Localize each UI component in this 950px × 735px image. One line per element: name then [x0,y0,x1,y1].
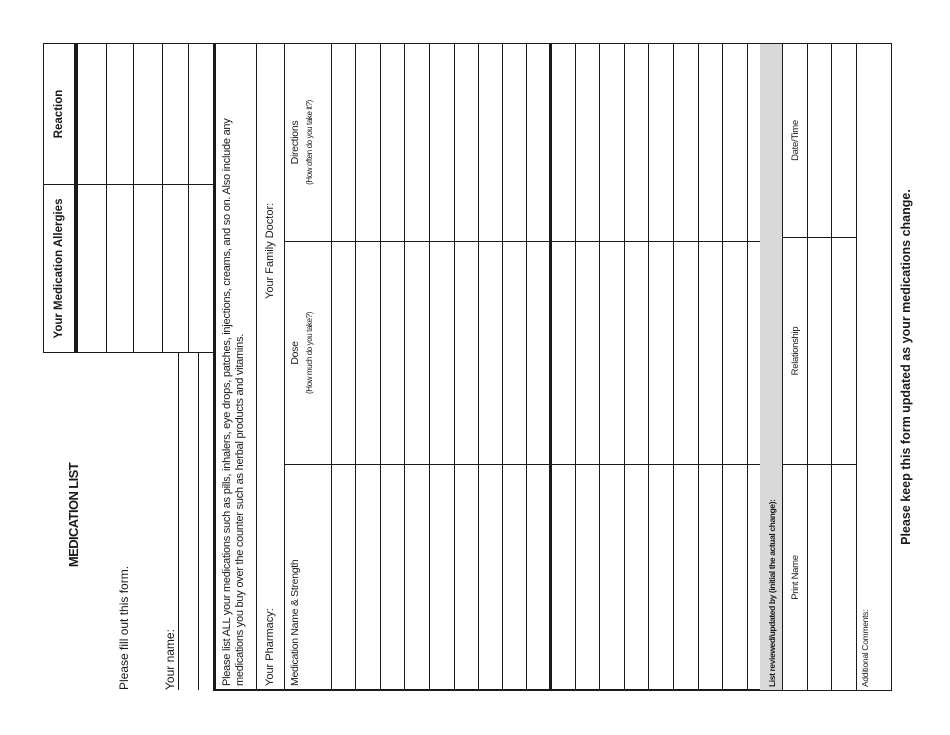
medication-row [430,44,455,689]
directions-cell[interactable] [699,44,722,241]
print-name-cell[interactable] [832,464,856,690]
family-doctor-label: Your Family Doctor: [264,202,276,299]
directions-cell[interactable] [430,44,454,241]
medications-instructions [216,44,257,689]
pharmacy-label: Your Pharmacy: [264,608,276,686]
medication-row [381,44,405,689]
medication-row [479,44,503,689]
medications-header-row [285,44,332,689]
directions-cell[interactable] [405,44,429,241]
directions-header: Directions (How often do you take it?) [289,100,314,185]
date-time-header: Date/Time [790,120,801,161]
dose-cell[interactable] [699,241,722,464]
directions-cell[interactable] [479,44,502,241]
review-table [760,43,892,691]
dose-cell[interactable] [381,241,404,464]
review-header-row [783,44,808,690]
directions-cell[interactable] [649,44,673,241]
medication-name-cell[interactable] [600,464,624,689]
review-heading: List reviewed/updated by (initial the actual change): [760,44,783,690]
directions-cell[interactable] [552,44,575,241]
date-time-cell[interactable] [832,44,856,237]
medication-name-header: Medication Name & Strength [285,464,331,689]
medication-name-cell[interactable] [381,464,404,689]
relationship-header: Relationship [783,237,807,464]
print-name-header: Print Name [783,464,807,690]
medication-row [503,44,527,689]
allergy-row [134,44,163,352]
print-name-cell[interactable] [808,464,831,690]
dose-cell[interactable] [503,241,526,464]
dose-cell[interactable] [527,241,549,464]
directions-cell[interactable] [723,44,747,241]
dose-cell[interactable] [405,241,429,464]
directions-cell[interactable] [625,44,648,241]
dose-cell[interactable] [479,241,502,464]
relationship-cell[interactable] [832,237,856,464]
medication-row [552,44,576,689]
page-title: MEDICATION LIST [66,462,81,568]
allergy-row [163,44,189,352]
directions-cell[interactable] [381,44,404,241]
dose-header: Dose (How much do you take?) [285,241,331,464]
reaction-cell[interactable] [189,44,213,184]
dose-cell[interactable] [649,241,673,464]
reaction-cell[interactable] [134,44,162,184]
directions-cell[interactable] [576,44,599,241]
medication-row [723,44,748,689]
medication-name-cell[interactable] [723,464,747,689]
allergy-column-header: Your Medication Allergies [44,184,74,352]
dose-cell[interactable] [674,241,698,464]
allergy-row [78,44,107,352]
pharmacy-doctor-row[interactable] [257,44,285,689]
allergies-table [43,43,213,353]
review-row [808,44,832,690]
medication-name-cell[interactable] [527,464,549,689]
allergy-cell[interactable] [107,184,133,352]
medication-row [649,44,674,689]
allergy-cell[interactable] [189,184,213,352]
directions-cell[interactable] [356,44,380,241]
directions-cell[interactable] [674,44,698,241]
allergy-row [107,44,134,352]
dose-cell[interactable] [356,241,380,464]
medication-name-cell[interactable] [356,464,380,689]
review-row [832,44,857,690]
medication-name-cell[interactable] [503,464,526,689]
medication-row [674,44,699,689]
medication-name-cell[interactable] [332,464,355,689]
dose-cell[interactable] [625,241,648,464]
dose-cell[interactable] [576,241,599,464]
medication-name-cell[interactable] [625,464,648,689]
medication-row [699,44,723,689]
your-name-label: Your name: [163,629,177,690]
allergy-cell[interactable] [78,184,106,352]
relationship-cell[interactable] [808,237,831,464]
allergies-header [44,44,78,352]
reaction-column-header: Reaction [53,89,65,139]
medication-row [332,44,356,689]
medication-name-cell[interactable] [479,464,502,689]
allergy-cell[interactable] [134,184,162,352]
medication-row [527,44,552,689]
dose-cell[interactable] [455,241,478,464]
medication-row [576,44,600,689]
reaction-cell[interactable] [78,44,106,184]
directions-cell[interactable] [503,44,526,241]
dose-cell[interactable] [600,241,624,464]
dose-cell[interactable] [723,241,747,464]
form-instruction: Please fill out this form. [117,565,131,690]
medication-row [455,44,479,689]
medication-name-cell[interactable] [455,464,478,689]
medication-name-cell[interactable] [430,464,454,689]
additional-comments-field[interactable] [857,44,892,690]
medications-table [213,43,760,691]
allergy-row [189,44,214,352]
instructions-line-1: Please list ALL your medications such as pills, inhalers, eye drops, patches, injections, creams, and so on. Also include any [221,118,233,686]
directions-cell[interactable] [600,44,624,241]
directions-cell[interactable] [332,44,355,241]
your-name-field[interactable] [178,353,179,690]
footer-note: Please keep this form updated as your medications change. [899,189,913,545]
dose-cell[interactable] [430,241,454,464]
medication-row [625,44,649,689]
additional-comments-label: Additional Comments: [860,609,870,687]
medication-row [600,44,625,689]
directions-cell[interactable] [455,44,478,241]
medication-name-cell[interactable] [405,464,429,689]
medication-name-cell[interactable] [674,464,698,689]
medication-name-cell[interactable] [552,464,575,689]
allergy-cell[interactable] [163,184,188,352]
reaction-cell[interactable] [163,44,188,184]
medication-row [405,44,430,689]
medication-name-cell[interactable] [576,464,599,689]
dose-cell[interactable] [332,241,355,464]
medication-name-cell[interactable] [699,464,722,689]
directions-cell[interactable] [527,44,549,241]
instructions-line-2: medications you buy over the counter such as herbal products and vitamins. [234,333,246,686]
reaction-cell[interactable] [107,44,133,184]
date-time-cell[interactable] [808,44,831,237]
medication-row [356,44,381,689]
medication-name-cell[interactable] [649,464,673,689]
dose-cell[interactable] [552,241,575,464]
name-extra-line[interactable] [198,353,199,690]
